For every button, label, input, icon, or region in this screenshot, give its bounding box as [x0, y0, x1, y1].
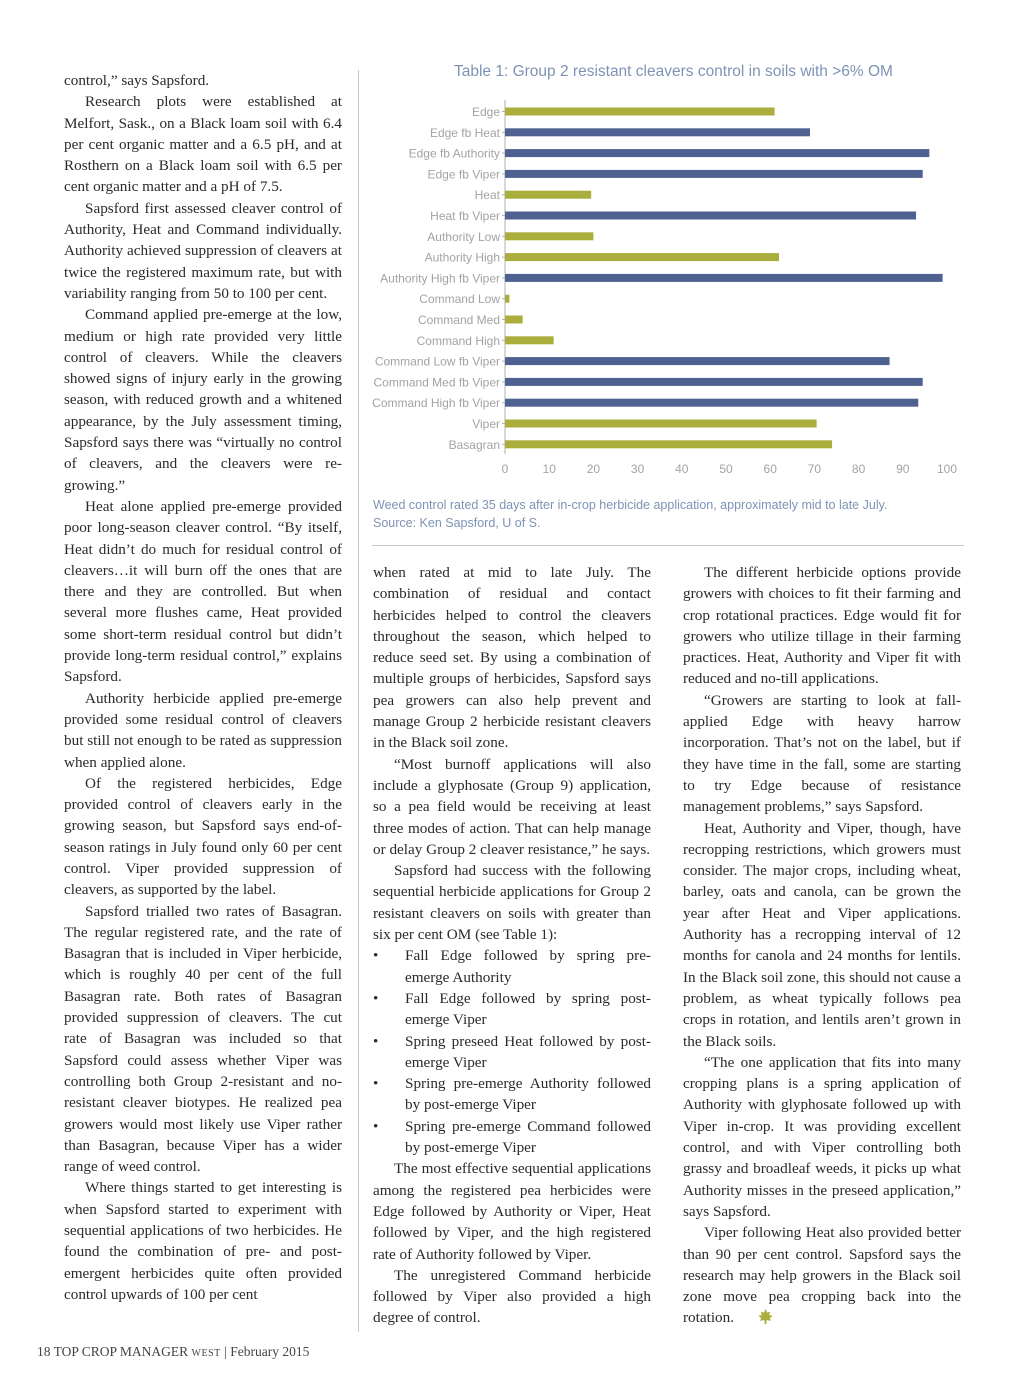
bar [505, 149, 929, 157]
paragraph: Sapsford first assessed cleaver control of Authority, Heat and Command individually. Authority achieved suppression of cleavers at twice the registered maximum rate, but with variability ranging from 50 to 100 per cent. [64, 199, 342, 302]
paragraph: Where things started to get interesting is when Sapsford started to experiment with sequential applications of two herbicides. He found the combination of pre- and post-emergent herbicides quite often provided control upwards of 100 per cent [64, 1179, 342, 1303]
paragraph: control,” says Sapsford. [64, 72, 210, 89]
list-item [373, 988, 651, 1031]
list-item-text: Fall Edge followed by spring pre-emerge Authority [405, 947, 651, 986]
category-label: Viper [472, 417, 500, 431]
bar [505, 316, 523, 324]
paragraph: Research plots were established at Melfort, Sask., on a Black loam soil with 6.4 per cent organic matter and a 6.5 pH, and at Rosthern on a Black loam soil with 6.5 per cent organic matter and a pH of 7.5. [64, 93, 342, 196]
chart-source: Source: Ken Sapsford, U of S. [373, 516, 541, 530]
column-2-intro [373, 562, 651, 945]
paragraph: The unregistered Command herbicide followed by Viper also provided a high degree of control. [373, 1266, 651, 1327]
chart-caption: Weed control rated 35 days after in-crop herbicide application, approximately mid to late July. [373, 498, 888, 512]
category-label: Edge [471, 105, 500, 119]
bullet-icon: • [373, 1032, 379, 1050]
article-column-1 [64, 70, 342, 1305]
category-label: Edge fb Heat [429, 125, 500, 140]
x-tick-label: 50 [719, 462, 733, 476]
x-tick-label: 0 [501, 462, 509, 476]
bar [505, 128, 810, 136]
category-label: Command Med [417, 313, 500, 327]
category-label: Command Low [419, 292, 500, 307]
bar-chart [364, 58, 964, 538]
paragraph: The most effective sequential applications among the registered pea herbicides were Edge followed by Authority or Viper, Heat followed by Viper, and the high registered rate of Authority followed by Viper. [373, 1160, 651, 1263]
bar [505, 212, 916, 220]
bar [505, 440, 832, 448]
bar [505, 295, 509, 303]
page-number: 18 [37, 1344, 51, 1359]
paragraph: Heat, Authority and Viper, though, have recropping restrictions, which growers must consider. The major crops, including wheat, barley, oats and canola, can be grown the year after Heat and Viper applications. Authority has a recropping interval of 12 months for canola and 24 months for lentils. In the Black soil zone, this should not cause a problem, as wheat typically follows pea crops in rotation, and lentils aren’t grown in the Black soils. [683, 819, 961, 1050]
category-label: Command Med fb Viper [373, 375, 500, 390]
bar [505, 191, 591, 199]
paragraph: Of the registered herbicides, Edge provided control of cleavers early in the growing season, but Sapsford says end-of-season ratings in July found only 60 per cent control. Viper provided suppression of cleavers, as supported by the label. [64, 774, 342, 899]
leaf-icon [736, 1308, 753, 1325]
chart-title: Table 1: Group 2 resistant cleavers control in soils with >6% OM [454, 63, 893, 80]
paragraph: Viper following Heat also provided better than 90 per cent control. Sapsford says the research may help growers in the Black soil zone move pea cropping back into the rotation. [683, 1224, 961, 1327]
bar [505, 357, 890, 365]
bar [505, 336, 554, 344]
paragraph: Heat alone applied pre-emerge provided poor long-season cleaver control. “By itself, Heat didn’t do much for residual control of cleavers…it will burn off the ones that are there and they are controlled. But when several more flushes came, Heat provided some short-term residual control but didn’t provide long-term residual control,” explains Sapsford. [64, 497, 342, 686]
category-label: Command High fb Viper [372, 396, 500, 411]
chart-table-1 [364, 58, 964, 538]
bar [505, 232, 593, 240]
x-tick-label: 30 [630, 462, 645, 476]
list-item [373, 945, 651, 988]
magazine-edition: WEST [191, 1348, 221, 1359]
x-tick-label: 100 [936, 462, 958, 476]
x-tick-label: 40 [675, 462, 689, 476]
magazine-name: TOP CROP MANAGER [53, 1344, 189, 1359]
x-tick-label: 20 [586, 462, 601, 476]
list-item-text: Fall Edge followed by spring post-emerge Viper [405, 989, 651, 1029]
category-label: Command Low fb Viper [374, 354, 500, 369]
paragraph: Command applied pre-emerge at the low, medium or high rate provided very little control of cleavers. While the cleavers showed signs of injury early in the growing season, with reduced growth and a whitened appearance, by the July assessment timing, Sapsford says there was “virtually no control of cleavers, and the cleavers were re-growing.” [64, 306, 342, 494]
issue-date: February 2015 [230, 1344, 310, 1359]
paragraph: “The one application that fits into many cropping plans is a spring application of Authority with glyphosate followed up with Viper in-crop. It was providing excellent control, and with Viper controlling both grassy and broadleaf weeds, it picks up what Authority misses in the preseed application,” says Sapsford. [683, 1053, 961, 1220]
x-tick-label: 70 [807, 462, 822, 476]
footer-separator: | [224, 1344, 227, 1359]
bar [505, 378, 923, 386]
paragraph: Authority herbicide applied pre-emerge provided some residual control of cleavers but still not enough to be rated as suppression when applied alone. [64, 689, 342, 771]
article-column-2 [373, 562, 651, 1329]
category-label: Command High [416, 333, 500, 348]
page-footer [37, 1344, 309, 1360]
category-label: Authority High fb Viper [380, 271, 500, 286]
paragraph: “Most burnoff applications will also include a glyphosate (Group 9) application, so a pea field would be receiving at least three modes of action. That can help manage or delay Group 2 cleaver resistance,” he says. [373, 755, 651, 858]
list-item-text: Spring pre-emerge Command followed by post-emerge Viper [405, 1117, 651, 1157]
category-label: Heat fb Viper [430, 209, 500, 223]
category-label: Authority High [424, 250, 500, 265]
bullet-icon: • [373, 1075, 379, 1093]
list-item-text: Spring preseed Heat followed by post-emerge Viper [405, 1032, 651, 1071]
category-label: Basagran [448, 437, 500, 452]
sequential-applications-list [373, 945, 651, 1158]
x-tick-label: 60 [763, 462, 777, 476]
paragraph: Sapsford had success with the following sequential herbicide applications for Group 2 resistant cleavers on soils with greater than six per cent OM (see Table 1): [373, 862, 651, 944]
bar [505, 274, 943, 282]
x-tick-label: 10 [542, 462, 556, 476]
x-tick-label: 90 [896, 462, 910, 476]
article-column-3 [683, 562, 961, 1329]
paragraph: The different herbicide options provide growers with choices to fit their farming and crop rotational practices. Edge would fit for growers who utilize tillage in their farming practices. Heat, Authority and Viper fit with reduced and no-till applications. [683, 564, 961, 688]
chart-divider-horizontal [372, 545, 964, 546]
bar [505, 170, 923, 178]
paragraph: Sapsford trialled two rates of Basagran. The regular registered rate, and the rate of Basagran that is included in Viper herbicide, which is roughly 40 per cent of the full Basagran rate. Both rates of Basagran provided suppression of cleavers. The cut rate of Basagran was included so that Sapsford could assess whether Viper was controlling both Group 2-resistant and no-resistant cleaver biotypes. He realized pea growers would most likely use Viper rather than Basagran, because Viper has a wider range of weed control. [64, 902, 342, 1176]
paragraph: when rated at mid to late July. The combination of residual and contact herbicides helped to control the cleavers throughout the season, which helped to reduce seed set. By using a combination of multiple groups of herbicides, Sapsford says pea growers can also help prevent and manage Group 2 herbicide resistant cleavers in the Black soil zone. [373, 564, 651, 752]
category-label: Heat [474, 188, 500, 203]
category-label: Edge fb Viper [427, 167, 500, 182]
list-item-text: Spring pre-emerge Authority followed by post-emerge Viper [405, 1075, 651, 1114]
bullet-icon: • [373, 1117, 379, 1135]
x-tick-label: 80 [851, 462, 866, 476]
bullet-icon: • [373, 947, 379, 965]
list-item [373, 1031, 651, 1074]
category-label: Edge fb Authority [408, 146, 500, 161]
bar [505, 420, 817, 428]
list-item [373, 1116, 651, 1159]
category-label: Authority Low [427, 229, 500, 244]
column-2-conclusion [373, 1158, 651, 1328]
bar [505, 399, 918, 407]
bar [505, 253, 779, 261]
bar [505, 108, 775, 116]
column-divider-vertical [358, 70, 359, 1332]
paragraph: “Growers are starting to look at fall-applied Edge with heavy harrow incorporation. That’s not on the label, but if they have time in the fall, some are starting to try Edge because of resistance management problems,” says Sapsford. [683, 691, 961, 816]
bullet-icon: • [373, 989, 379, 1007]
list-item [373, 1073, 651, 1116]
